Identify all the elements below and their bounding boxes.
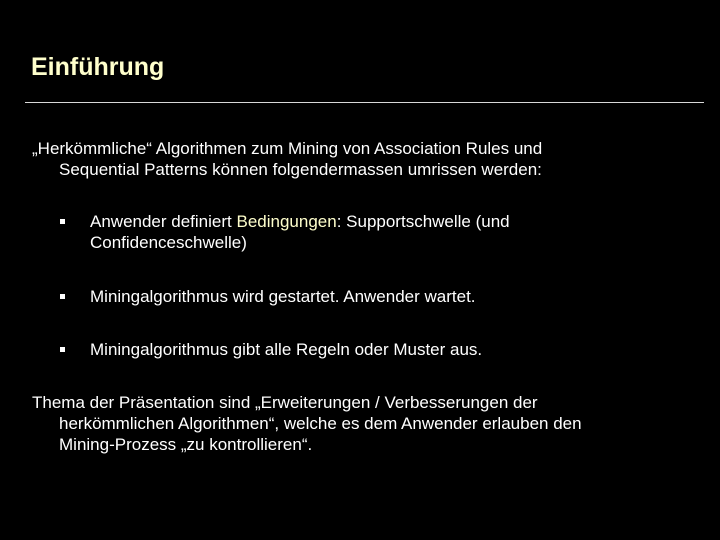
thema-line-2: herkömmlichen Algorithmen“, welche es dem Anwender erlauben den bbox=[59, 414, 582, 433]
thema-line-3: Mining-Prozess „zu kontrollieren“. bbox=[59, 435, 313, 454]
bullet-text: Miningalgorithmus wird gestartet. Anwender wartet. bbox=[90, 287, 476, 306]
intro-line-1: „Herkömmliche“ Algorithmen zum Mining von Association Rules und bbox=[32, 139, 543, 158]
square-bullet-icon bbox=[60, 219, 65, 224]
bullet-text bbox=[90, 211, 700, 253]
highlight-term: Bedingungen bbox=[236, 212, 337, 231]
slide-title: Einführung bbox=[31, 53, 165, 81]
bullet-line-1 bbox=[90, 211, 700, 232]
bullet-text: Miningalgorithmus gibt alle Regeln oder Muster aus. bbox=[90, 340, 483, 359]
title-divider bbox=[25, 102, 704, 103]
bullet-text-before: Anwender definiert bbox=[90, 212, 237, 231]
bullet-text-after: : Supportschwelle (und bbox=[336, 212, 510, 231]
bullet-line-2: Confidenceschwelle) bbox=[90, 233, 247, 252]
square-bullet-icon bbox=[60, 347, 65, 352]
thema-line-1: Thema der Präsentation sind „Erweiterungen / Verbesserungen der bbox=[32, 393, 538, 412]
intro-line-2: Sequential Patterns können folgendermassen umrissen werden: bbox=[59, 160, 542, 179]
square-bullet-icon bbox=[60, 294, 65, 299]
intro-paragraph bbox=[32, 138, 702, 180]
thema-paragraph bbox=[32, 392, 702, 455]
